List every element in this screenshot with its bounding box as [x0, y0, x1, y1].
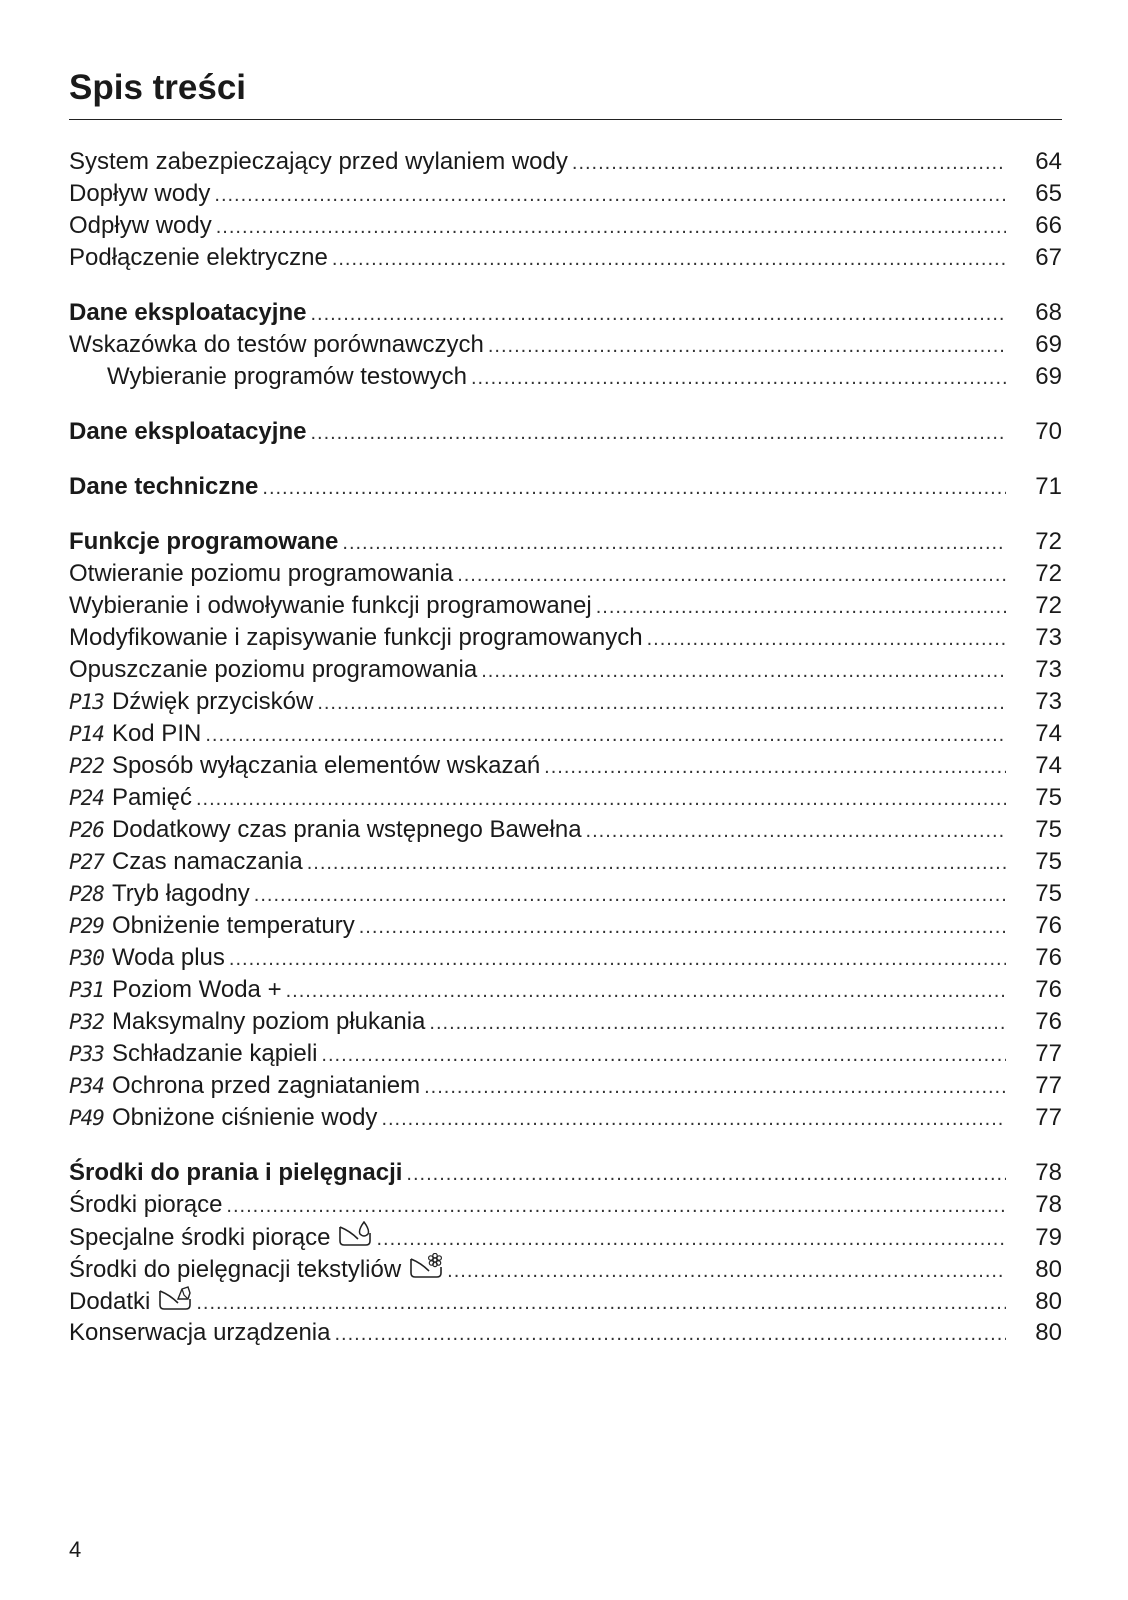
toc-entry-text: System zabezpieczający przed wylaniem wody	[69, 148, 568, 175]
toc-entry[interactable]	[69, 1038, 1062, 1070]
toc-entry-page: 73	[1035, 624, 1062, 651]
toc-entry-page: 73	[1035, 656, 1062, 683]
toc-entry-label	[69, 654, 477, 686]
page-number: 4	[69, 1537, 82, 1562]
toc-entry-page: 66	[1035, 212, 1062, 239]
toc-entry-page: 76	[1035, 1008, 1062, 1035]
toc-entry-text: Konserwacja urządzenia	[69, 1319, 331, 1346]
toc-entry-text: Pamięć	[111, 784, 192, 811]
dot-leader	[196, 783, 1006, 815]
toc-entry-page: 80	[1035, 1319, 1062, 1346]
program-code: P27	[69, 850, 104, 874]
toc-entry-page: 73	[1035, 688, 1062, 715]
toc-entry-text: Schładzanie kąpieli	[111, 1040, 318, 1067]
compartment-box-icon	[158, 1285, 192, 1309]
toc-entry[interactable]	[69, 718, 1062, 750]
dot-leader	[205, 719, 1006, 751]
toc-entry-text: Poziom Woda +	[111, 976, 282, 1003]
dot-leader	[481, 655, 1006, 687]
toc-entry-text: Wybieranie programów testowych	[107, 363, 467, 390]
program-code: P24	[69, 786, 104, 810]
toc-entry[interactable]	[69, 1157, 1062, 1189]
toc-entry-text: Czas namaczania	[111, 848, 303, 875]
toc-entry[interactable]	[69, 1189, 1062, 1221]
toc-entry-label	[69, 846, 303, 878]
toc-entry-page: 69	[1035, 331, 1062, 358]
program-code: P22	[69, 754, 104, 778]
toc-entry-text: Wskazówka do testów porównawczych	[69, 331, 484, 358]
toc-entry[interactable]	[69, 1070, 1062, 1102]
toc-entry-text: Ochrona przed zagniataniem	[111, 1072, 421, 1099]
toc-entry-text: Opuszczanie poziomu programowania	[69, 656, 478, 683]
toc-entry-label	[69, 210, 212, 242]
toc-entry-text: Dopływ wody	[69, 180, 211, 207]
toc-entry-label	[69, 590, 592, 622]
toc-entry-text: Dźwięk przycisków	[111, 688, 314, 715]
toc-entry-text: Środki do prania i pielęgnacji	[69, 1159, 403, 1186]
dot-leader	[321, 1039, 1006, 1071]
toc-entry-page: 78	[1035, 1191, 1062, 1218]
dot-leader	[572, 147, 1006, 179]
program-code: P14	[69, 722, 104, 746]
dot-leader	[317, 687, 1006, 719]
toc-entry-page: 71	[1035, 473, 1062, 500]
toc-entry-text: Sposób wyłączania elementów wskazań	[111, 752, 541, 779]
toc-entry[interactable]	[69, 878, 1062, 910]
dot-leader	[596, 591, 1006, 623]
program-code: P33	[69, 1042, 104, 1066]
toc-entry[interactable]	[69, 297, 1062, 329]
toc-entry[interactable]	[69, 782, 1062, 814]
toc-entry-page: 68	[1035, 299, 1062, 326]
dot-leader	[457, 559, 1006, 591]
toc-entry-label	[107, 361, 467, 393]
toc-entry[interactable]	[69, 329, 1062, 361]
page-title: Spis treści	[69, 68, 247, 107]
toc-entry-text: Dane eksploatacyjne	[69, 299, 307, 326]
toc-entry-label	[69, 1070, 420, 1102]
program-code: P29	[69, 914, 104, 938]
dot-leader	[310, 298, 1006, 330]
toc-entry-label	[69, 942, 225, 974]
dot-leader	[226, 1190, 1006, 1222]
toc-entry-text: Podłączenie elektryczne	[69, 244, 328, 271]
dot-leader	[376, 1223, 1006, 1255]
toc-entry[interactable]	[69, 558, 1062, 590]
toc-entry[interactable]	[69, 1285, 1062, 1317]
toc-entry-page: 76	[1035, 976, 1062, 1003]
dot-leader	[488, 330, 1006, 362]
toc-entry-page: 80	[1035, 1256, 1062, 1283]
dot-leader	[229, 943, 1006, 975]
toc-entry-label	[69, 878, 250, 910]
toc-entry-text: Specjalne środki piorące	[69, 1224, 331, 1251]
toc-entry[interactable]	[69, 590, 1062, 622]
toc-entry-text: Odpływ wody	[69, 212, 212, 239]
toc-entry-text: Dodatkowy czas prania wstępnego Bawełna	[111, 816, 582, 843]
toc-entry[interactable]	[69, 1102, 1062, 1134]
dot-leader	[381, 1103, 1006, 1135]
program-code: P13	[69, 690, 104, 714]
toc-entry-page: 74	[1035, 752, 1062, 779]
dot-leader	[447, 1255, 1006, 1287]
toc-entry-label	[69, 622, 643, 654]
toc-entry-text: Funkcje programowane	[69, 528, 339, 555]
toc-entry-label	[69, 146, 568, 178]
dot-leader	[359, 911, 1006, 943]
toc-entry[interactable]	[69, 686, 1062, 718]
toc-entry-label	[69, 974, 282, 1006]
dot-leader	[334, 1318, 1006, 1350]
toc-entry-text: Środki piorące	[69, 1191, 223, 1218]
program-code: P31	[69, 978, 104, 1002]
toc-entry-text: Wybieranie i odwoływanie funkcji programowanej	[69, 592, 592, 619]
dot-leader	[647, 623, 1006, 655]
dot-leader	[471, 362, 1006, 394]
toc-entry[interactable]	[69, 910, 1062, 942]
toc-entry[interactable]	[69, 146, 1062, 178]
program-code: P26	[69, 818, 104, 842]
compartment-drop-icon	[338, 1221, 372, 1245]
toc-entry[interactable]	[69, 242, 1062, 274]
dot-leader	[429, 1007, 1006, 1039]
toc-entry[interactable]	[69, 416, 1062, 448]
toc-entry-text: Obniżenie temperatury	[111, 912, 355, 939]
toc-entry-label	[69, 242, 328, 274]
toc-entry[interactable]	[69, 1006, 1062, 1038]
toc-entry-page: 64	[1035, 148, 1062, 175]
toc-entry-label	[69, 1317, 330, 1349]
toc-entry-label	[69, 686, 313, 718]
dot-leader	[332, 243, 1006, 275]
toc-entry[interactable]	[69, 210, 1062, 242]
toc-entry[interactable]	[69, 361, 1062, 393]
toc-entry-page: 72	[1035, 592, 1062, 619]
toc-entry-label	[69, 750, 540, 782]
toc-entry-page: 75	[1035, 816, 1062, 843]
toc-entry-page: 72	[1035, 528, 1062, 555]
toc-entry-label	[69, 1038, 317, 1070]
toc-entry-page: 65	[1035, 180, 1062, 207]
toc-entry-page: 77	[1035, 1104, 1062, 1131]
toc-entry-label	[69, 910, 355, 942]
toc-entry-label	[69, 178, 210, 210]
toc-entry-page: 70	[1035, 418, 1062, 445]
toc-entry[interactable]	[69, 471, 1062, 503]
toc-entry[interactable]	[69, 526, 1062, 558]
toc-entry-page: 77	[1035, 1040, 1062, 1067]
toc-entry-label	[69, 1189, 222, 1221]
toc-entry-text: Środki do pielęgnacji tekstyliów	[69, 1256, 402, 1283]
toc-entry-page: 69	[1035, 363, 1062, 390]
toc-entry-text: Kod PIN	[111, 720, 202, 747]
toc-entry-label	[69, 814, 582, 846]
toc-entry[interactable]	[69, 622, 1062, 654]
toc-entry-label	[69, 1157, 402, 1189]
dot-leader	[214, 179, 1006, 211]
toc-entry[interactable]	[69, 1253, 1062, 1285]
toc-entry-page: 76	[1035, 944, 1062, 971]
toc-entry[interactable]	[69, 942, 1062, 974]
toc-entry[interactable]	[69, 654, 1062, 686]
toc-entry[interactable]	[69, 1317, 1062, 1349]
program-code: P30	[69, 946, 104, 970]
toc-entry-label	[69, 416, 306, 448]
toc-entry[interactable]	[69, 178, 1062, 210]
toc-entry[interactable]	[69, 1221, 1062, 1253]
toc-entry-label	[69, 1221, 372, 1254]
dot-leader	[286, 975, 1006, 1007]
dot-leader	[307, 847, 1006, 879]
toc-entry-page: 79	[1035, 1224, 1062, 1251]
program-code: P28	[69, 882, 104, 906]
program-code: P32	[69, 1010, 104, 1034]
toc-entry[interactable]	[69, 814, 1062, 846]
toc-entry-page: 75	[1035, 784, 1062, 811]
toc-entry-label	[69, 1285, 192, 1318]
dot-leader	[196, 1287, 1006, 1319]
dot-leader	[342, 527, 1006, 559]
dot-leader	[254, 879, 1006, 911]
program-code: P49	[69, 1106, 104, 1130]
dot-leader	[544, 751, 1006, 783]
toc-entry-text: Woda plus	[111, 944, 225, 971]
toc-entry-page: 75	[1035, 880, 1062, 907]
toc-entry-label	[69, 718, 201, 750]
title-divider	[69, 119, 1062, 120]
toc-entry-text: Dane techniczne	[69, 473, 259, 500]
dot-leader	[310, 417, 1006, 449]
toc-entry-text: Otwieranie poziomu programowania	[69, 560, 454, 587]
toc-entry-label	[69, 782, 192, 814]
dot-leader	[216, 211, 1006, 243]
toc-entry[interactable]	[69, 846, 1062, 878]
toc-entry-page: 80	[1035, 1288, 1062, 1315]
toc-entry-label	[69, 297, 306, 329]
toc-entry-label	[69, 558, 453, 590]
toc-entry-page: 67	[1035, 244, 1062, 271]
toc-entry-label	[69, 471, 258, 503]
toc-entry-label	[69, 1102, 377, 1134]
toc-entry-text: Modyfikowanie i zapisywanie funkcji programowanych	[69, 624, 643, 651]
toc-entry-page: 75	[1035, 848, 1062, 875]
table-of-contents	[69, 146, 1062, 1349]
toc-entry-page: 77	[1035, 1072, 1062, 1099]
dot-leader	[262, 472, 1006, 504]
toc-entry-text: Dane eksploatacyjne	[69, 418, 307, 445]
toc-entry-label	[69, 329, 484, 361]
toc-entry-text: Dodatki	[69, 1288, 151, 1315]
toc-entry-text: Maksymalny poziom płukania	[111, 1008, 426, 1035]
toc-entry-page: 76	[1035, 912, 1062, 939]
toc-entry[interactable]	[69, 974, 1062, 1006]
toc-entry-text: Tryb łagodny	[111, 880, 250, 907]
toc-entry-label	[69, 1253, 443, 1286]
toc-entry[interactable]	[69, 750, 1062, 782]
toc-entry-label	[69, 1006, 425, 1038]
toc-entry-label	[69, 526, 338, 558]
dot-leader	[586, 815, 1006, 847]
dot-leader	[406, 1158, 1006, 1190]
toc-entry-page: 72	[1035, 560, 1062, 587]
toc-entry-text: Obniżone ciśnienie wody	[111, 1104, 378, 1131]
compartment-flower-icon	[409, 1253, 443, 1277]
toc-entry-page: 74	[1035, 720, 1062, 747]
toc-entry-page: 78	[1035, 1159, 1062, 1186]
dot-leader	[424, 1071, 1006, 1103]
program-code: P34	[69, 1074, 104, 1098]
